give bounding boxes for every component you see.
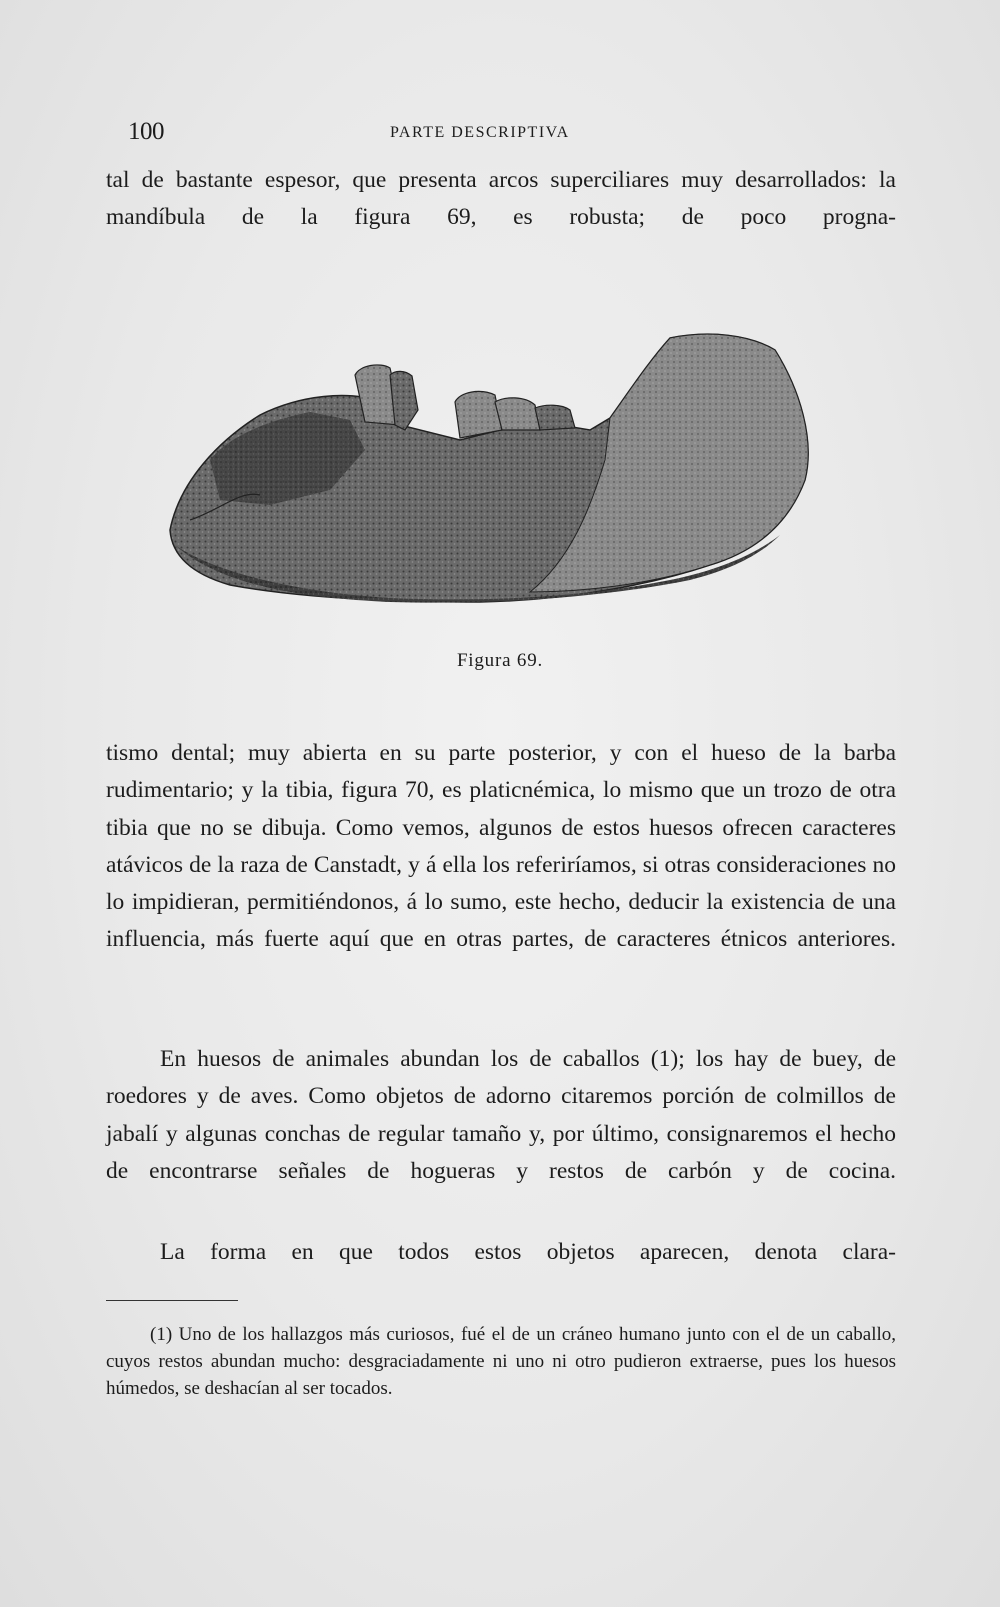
page-number: 100 [128, 118, 164, 145]
paragraph-1: tal de bastante espesor, que presenta arcos superciliares muy desarrollados: la mandíbula de la figura 69, es robusta; de poco progna- [106, 167, 896, 231]
tooth-5 [535, 405, 575, 430]
page-header [120, 118, 900, 148]
paragraph-4: La forma en que todos estos objetos aparecen, denota clara- [160, 1239, 896, 1265]
paragraph-2: tismo dental; muy abierta en su parte posterior, y con el hueso de la barba rudimentario; y la tibia, figura 70, es platicnémica, lo mismo que un trozo de otra tibia que no se dibuja. Como vemos, algunos de estos huesos ofrecen caracteres atávicos de la raza de Canstadt, y á ella los referiríamos, si otras consideraciones no lo impidieran, permitiéndonos, á lo sumo, este hecho, deducir la existencia de una influencia, más fuerte aquí que en otras partes, de caracteres étnicos anteriores. [106, 740, 896, 953]
footnote: (1) Uno de los hallazgos más curiosos, fué el de un cráneo humano junto con el de un caballo, cuyos restos abundan mucho: desgraciadamente ni uno ni otro pudieron extraerse, pues los huesos húmedos, se deshacían al ser tocados. [106, 1324, 896, 1399]
figure-mandible [150, 330, 830, 630]
figure-caption: Figura 69. [456, 650, 544, 671]
tooth-3 [455, 391, 502, 438]
footnote-rule [106, 1300, 238, 1301]
tooth-2 [390, 371, 418, 430]
paragraph-3: En huesos de animales abundan los de caballos (1); los hay de buey, de roedores y de aves. Como objetos de adorno citaremos porción de colmillos de jabalí y algunas conchas de regular tamaño y, por último, consignaremos el hecho de encontrarse señales de hogueras y restos de carbón y de cocina. [106, 1046, 896, 1184]
tooth-4 [495, 398, 540, 430]
running-head: PARTE DESCRIPTIVA [390, 124, 570, 141]
mandible-illustration [150, 330, 830, 630]
